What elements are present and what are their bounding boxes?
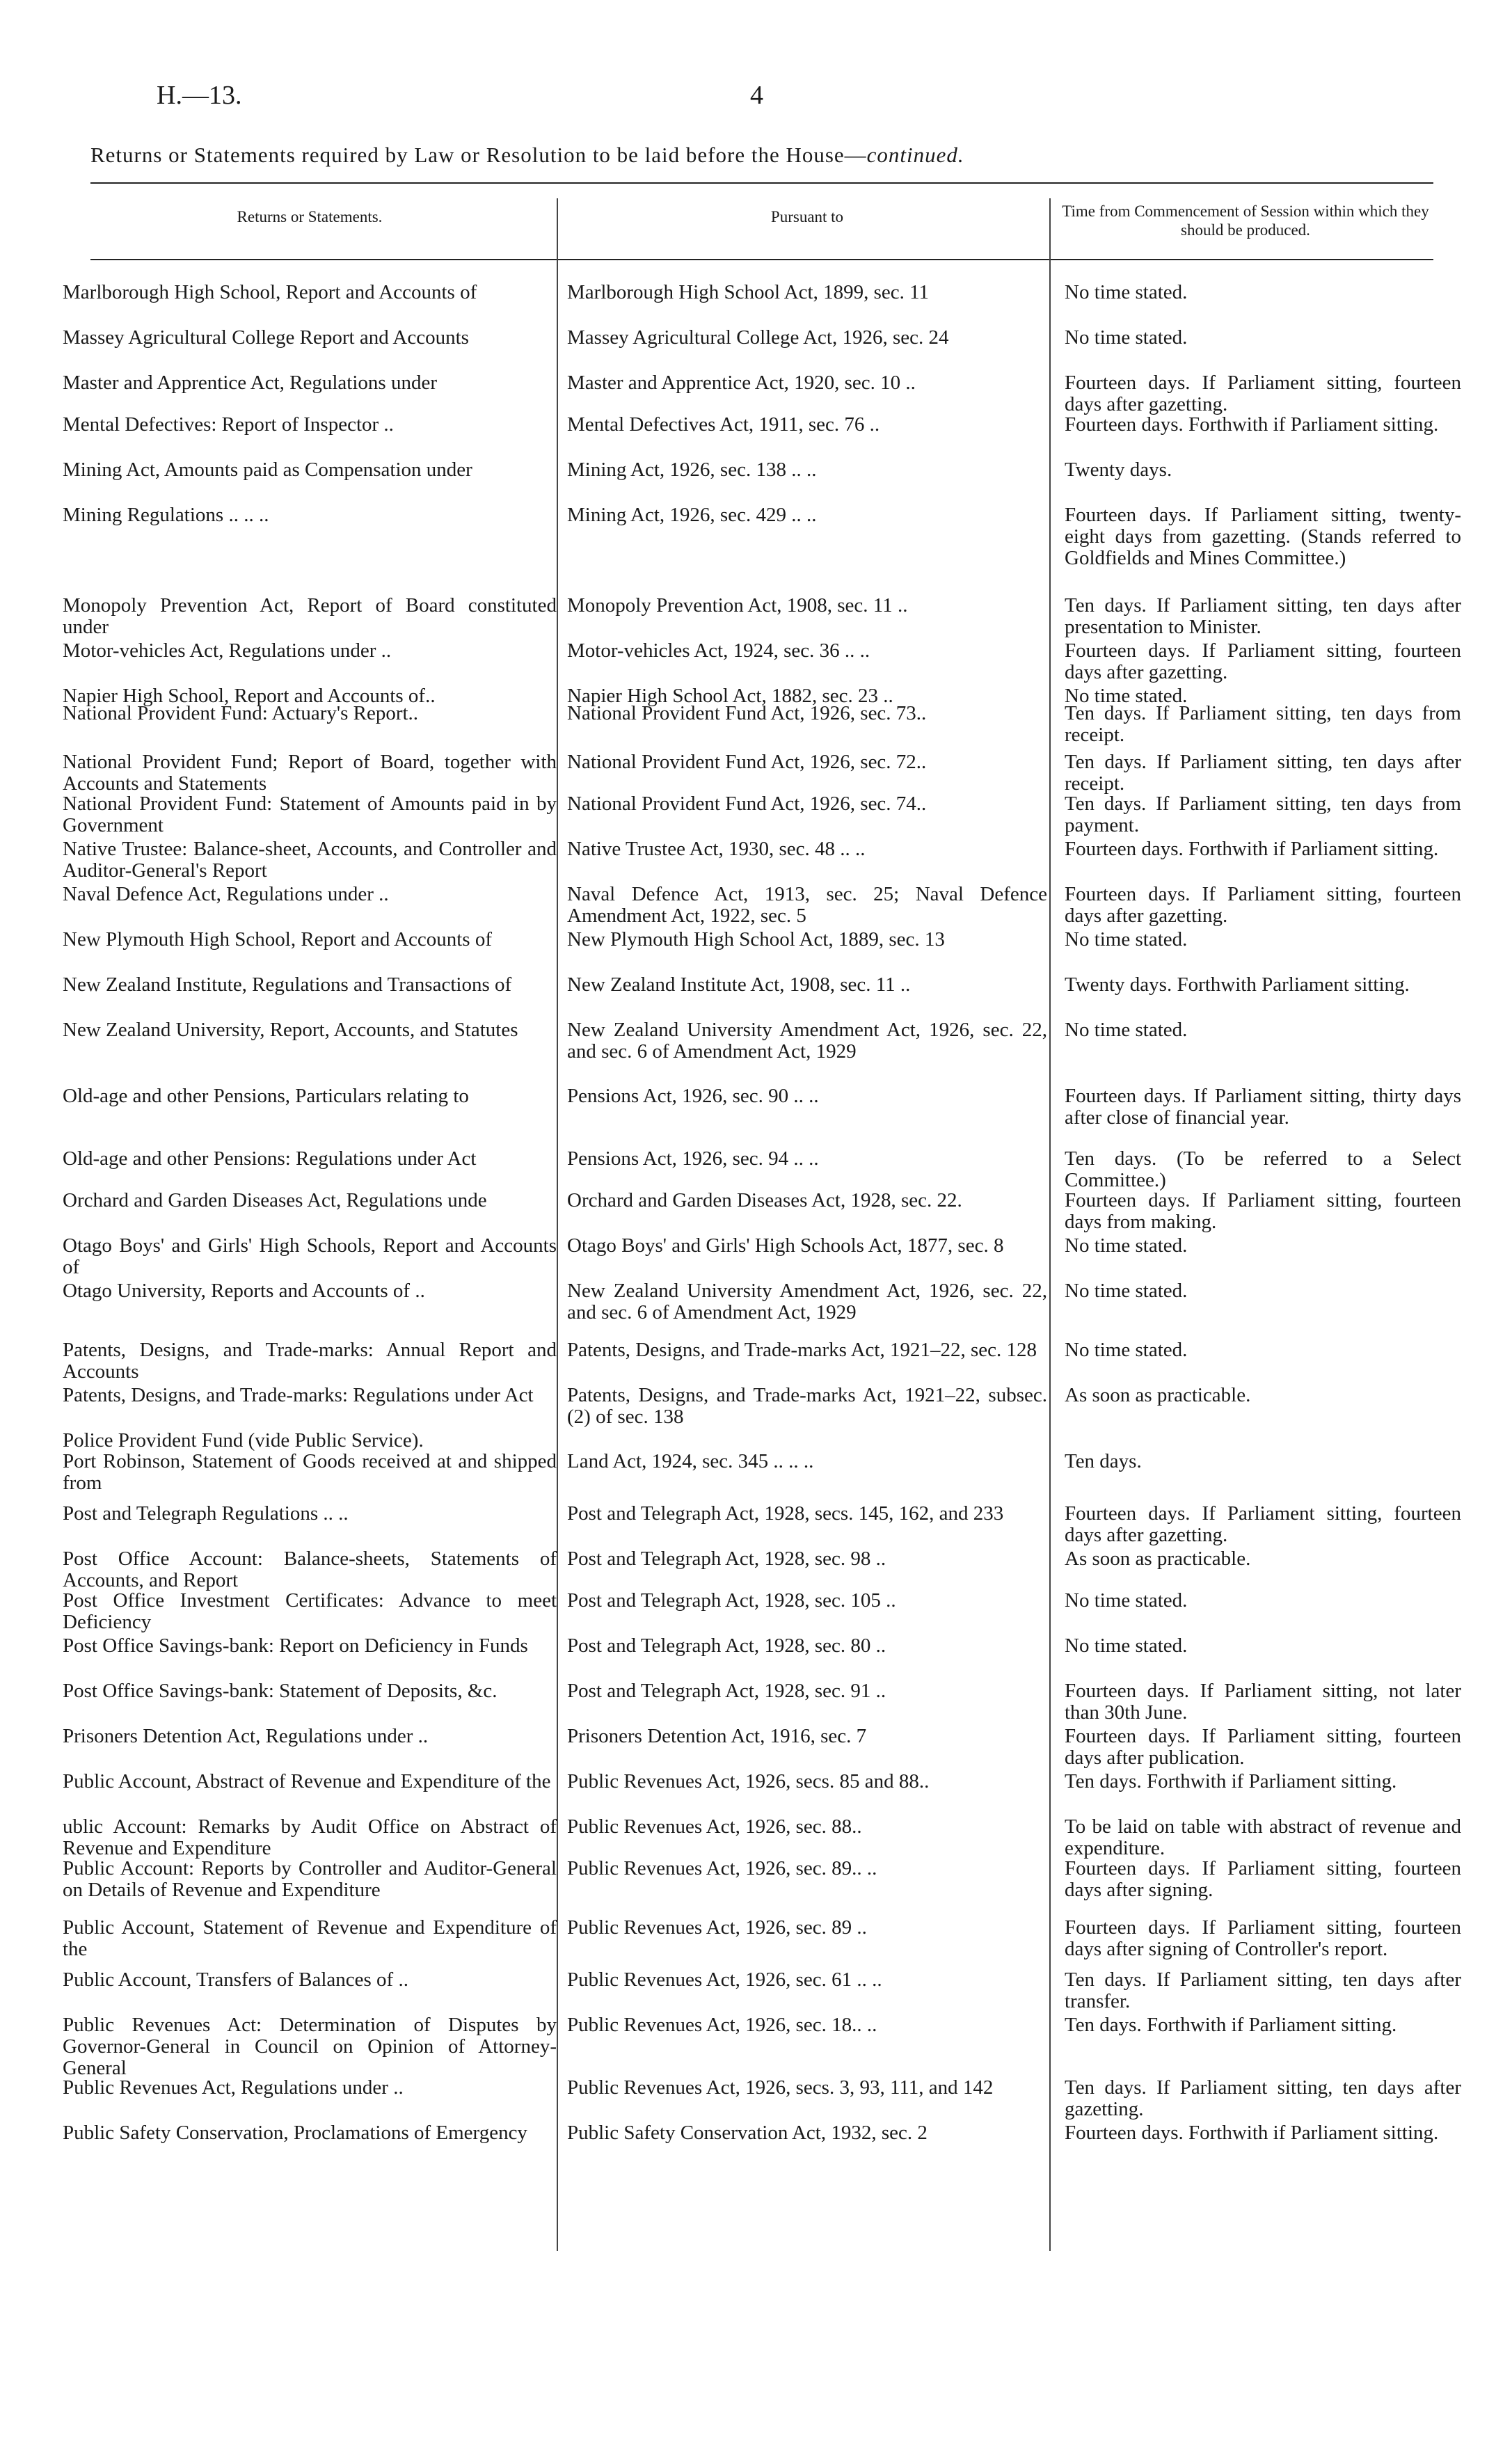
pursuant-cell: Public Revenues Act, 1926, secs. 85 and 88.. — [567, 1770, 930, 1792]
returns-cell: Public Account, Statement of Revenue and Expenditure of the — [63, 1916, 557, 1960]
time-cell: Fourteen days. If Parliament sitting, fourteen days after publication. — [1065, 1725, 1461, 1769]
returns-cell: Public Account, Abstract of Revenue and Expenditure of the — [63, 1770, 551, 1792]
time-cell: To be laid on table with abstract of revenue and expenditure. — [1065, 1815, 1461, 1859]
returns-cell: Mining Regulations .. .. .. — [63, 504, 269, 526]
time-cell: Ten days. If Parliament sitting, ten days after presentation to Minister. — [1065, 594, 1461, 638]
pursuant-cell: New Zealand University Amendment Act, 1926, sec. 22, and sec. 6 of Amendment Act, 1929 — [567, 1019, 1047, 1063]
returns-cell: Post and Telegraph Regulations .. .. — [63, 1502, 349, 1525]
time-cell: Ten days. — [1065, 1450, 1142, 1472]
pursuant-cell: Monopoly Prevention Act, 1908, sec. 11 .. — [567, 594, 908, 617]
time-cell: Twenty days. — [1065, 459, 1172, 481]
returns-cell: Public Revenues Act, Regulations under .. — [63, 2076, 404, 2099]
returns-cell: Public Revenues Act: Determination of Disputes by Governor-General in Council on Opinion of Attorney-General — [63, 2014, 557, 2079]
returns-cell: Naval Defence Act, Regulations under .. — [63, 883, 389, 905]
pursuant-cell: Prisoners Detention Act, 1916, sec. 7 — [567, 1725, 867, 1747]
pursuant-cell: Mental Defectives Act, 1911, sec. 76 .. — [567, 413, 880, 436]
pursuant-cell: Pensions Act, 1926, sec. 90 .. .. — [567, 1085, 819, 1107]
returns-cell: Motor-vehicles Act, Regulations under .. — [63, 639, 392, 662]
pursuant-cell: Post and Telegraph Act, 1928, sec. 98 .. — [567, 1548, 886, 1570]
time-cell: No time stated. — [1065, 1589, 1188, 1612]
returns-cell: Marlborough High School, Report and Accounts of — [63, 281, 477, 303]
returns-cell: National Provident Fund: Actuary's Report.. — [63, 702, 419, 724]
pursuant-cell: Massey Agricultural College Act, 1926, sec. 24 — [567, 326, 949, 349]
time-cell: Fourteen days. Forthwith if Parliament sitting. — [1065, 2122, 1439, 2144]
time-cell: Ten days. Forthwith if Parliament sitting. — [1065, 2014, 1397, 2036]
time-cell: No time stated. — [1065, 1280, 1188, 1302]
time-cell: As soon as practicable. — [1065, 1384, 1251, 1406]
pursuant-cell: Public Revenues Act, 1926, sec. 89 .. — [567, 1916, 867, 1939]
returns-cell: Patents, Designs, and Trade-marks: Annual Report and Accounts — [63, 1339, 557, 1383]
time-cell: Fourteen days. If Parliament sitting, fourteen days after gazetting. — [1065, 372, 1461, 415]
time-cell: Ten days. If Parliament sitting, ten days after transfer. — [1065, 1969, 1461, 2012]
page-number: 4 — [750, 81, 763, 110]
pursuant-cell: Pensions Act, 1926, sec. 94 .. .. — [567, 1147, 819, 1170]
time-cell: Ten days. If Parliament sitting, ten days from payment. — [1065, 793, 1461, 836]
time-cell: No time stated. — [1065, 1019, 1188, 1041]
page-title — [90, 143, 1426, 168]
returns-cell: National Provident Fund: Statement of Amounts paid in by Government — [63, 793, 557, 836]
time-cell: No time stated. — [1065, 1635, 1188, 1657]
pursuant-cell: Motor-vehicles Act, 1924, sec. 36 .. .. — [567, 639, 870, 662]
header-rule-bottom — [90, 259, 1433, 260]
time-cell: Fourteen days. Forthwith if Parliament sitting. — [1065, 838, 1439, 860]
time-cell: Ten days. If Parliament sitting, ten days after gazetting. — [1065, 2076, 1461, 2120]
time-cell: Fourteen days. If Parliament sitting, fourteen days after gazetting. — [1065, 883, 1461, 927]
returns-cell: ublic Account: Remarks by Audit Office on Abstract of Revenue and Expenditure — [63, 1815, 557, 1859]
pursuant-cell: Napier High School Act, 1882, sec. 23 .. — [567, 685, 893, 707]
column-header-returns: Returns or Statements. — [237, 208, 383, 225]
pursuant-cell: National Provident Fund Act, 1926, sec. 73.. — [567, 702, 927, 724]
time-cell: Fourteen days. If Parliament sitting, thirty days after close of financial year. — [1065, 1085, 1461, 1129]
returns-cell: Public Account: Reports by Controller and Auditor-General on Details of Revenue and Expenditure — [63, 1857, 557, 1901]
returns-cell: Police Provident Fund (vide Public Service). — [63, 1429, 424, 1452]
returns-cell: Monopoly Prevention Act, Report of Board constituted under — [63, 594, 557, 638]
returns-cell: New Plymouth High School, Report and Accounts of — [63, 928, 493, 951]
pursuant-cell: National Provident Fund Act, 1926, sec. 72.. — [567, 751, 927, 773]
returns-cell: Public Account, Transfers of Balances of .. — [63, 1969, 408, 1991]
pursuant-cell: Mining Act, 1926, sec. 138 .. .. — [567, 459, 817, 481]
pursuant-cell: Marlborough High School Act, 1899, sec. 11 — [567, 281, 930, 303]
pursuant-cell: Post and Telegraph Act, 1928, sec. 80 .. — [567, 1635, 886, 1657]
time-cell: No time stated. — [1065, 326, 1188, 349]
returns-cell: Post Office Savings-bank: Report on Deficiency in Funds — [63, 1635, 528, 1657]
returns-cell: Public Safety Conservation, Proclamations of Emergency — [63, 2122, 527, 2144]
time-cell: No time stated. — [1065, 928, 1188, 951]
returns-cell: National Provident Fund; Report of Board, together with Accounts and Statements — [63, 751, 557, 795]
time-cell: No time stated. — [1065, 1234, 1188, 1257]
pursuant-cell: Public Revenues Act, 1926, secs. 3, 93, 111, and 142 — [567, 2076, 994, 2099]
pursuant-cell: Orchard and Garden Diseases Act, 1928, sec. 22. — [567, 1189, 962, 1211]
pursuant-cell: Native Trustee Act, 1930, sec. 48 .. .. — [567, 838, 866, 860]
time-cell: As soon as practicable. — [1065, 1548, 1251, 1570]
returns-cell: New Zealand University, Report, Accounts, and Statutes — [63, 1019, 518, 1041]
time-cell: No time stated. — [1065, 685, 1188, 707]
time-cell: Fourteen days. If Parliament sitting, fourteen days after gazetting. — [1065, 1502, 1461, 1546]
pursuant-cell: New Plymouth High School Act, 1889, sec. 13 — [567, 928, 945, 951]
returns-cell: Native Trustee: Balance-sheet, Accounts, and Controller and Auditor-General's Report — [63, 838, 557, 882]
returns-cell: Port Robinson, Statement of Goods received at and shipped from — [63, 1450, 557, 1494]
pursuant-cell: Post and Telegraph Act, 1928, sec. 91 .. — [567, 1680, 886, 1702]
column-header-time: Time from Commencement of Session within which they should be produced. — [1062, 202, 1429, 239]
returns-cell: Old-age and other Pensions, Particulars relating to — [63, 1085, 469, 1107]
returns-cell: Otago Boys' and Girls' High Schools, Report and Accounts of — [63, 1234, 557, 1278]
time-cell: Ten days. Forthwith if Parliament sitting. — [1065, 1770, 1397, 1792]
returns-cell: Patents, Designs, and Trade-marks: Regulations under Act — [63, 1384, 534, 1406]
pursuant-cell: Post and Telegraph Act, 1928, sec. 105 .. — [567, 1589, 896, 1612]
time-cell: Fourteen days. If Parliament sitting, twenty-eight days from gazetting. (Stands referred to Goldfields and Mines Committee.) — [1065, 504, 1461, 569]
page-title-continued: continued. — [866, 143, 964, 167]
pursuant-cell: New Zealand University Amendment Act, 1926, sec. 22, and sec. 6 of Amendment Act, 1929 — [567, 1280, 1047, 1323]
time-cell: Fourteen days. If Parliament sitting, fourteen days after signing of Controller's report. — [1065, 1916, 1461, 1960]
returns-cell: Old-age and other Pensions: Regulations under Act — [63, 1147, 477, 1170]
pursuant-cell: Naval Defence Act, 1913, sec. 25; Naval Defence Amendment Act, 1922, sec. 5 — [567, 883, 1047, 927]
time-cell: Ten days. (To be referred to a Select Committee.) — [1065, 1147, 1461, 1191]
time-cell: Fourteen days. If Parliament sitting, not later than 30th June. — [1065, 1680, 1461, 1724]
pursuant-cell: Otago Boys' and Girls' High Schools Act, 1877, sec. 8 — [567, 1234, 1004, 1257]
time-cell: Ten days. If Parliament sitting, ten days after receipt. — [1065, 751, 1461, 795]
column-divider-1 — [557, 198, 558, 2251]
column-header-pursuant: Pursuant to — [770, 208, 844, 225]
pursuant-cell: New Zealand Institute Act, 1908, sec. 11 .. — [567, 973, 911, 996]
returns-cell: Prisoners Detention Act, Regulations under .. — [63, 1725, 429, 1747]
returns-cell: Otago University, Reports and Accounts of .. — [63, 1280, 425, 1302]
returns-cell: New Zealand Institute, Regulations and Transactions of — [63, 973, 512, 996]
pursuant-cell: Public Revenues Act, 1926, sec. 89.. .. — [567, 1857, 877, 1879]
title-rule — [90, 182, 1433, 184]
time-cell: Fourteen days. If Parliament sitting, fourteen days after gazetting. — [1065, 639, 1461, 683]
time-cell: Fourteen days. Forthwith if Parliament sitting. — [1065, 413, 1439, 436]
pursuant-cell: Land Act, 1924, sec. 345 .. .. .. — [567, 1450, 814, 1472]
returns-cell: Post Office Account: Balance-sheets, Statements of Accounts, and Report — [63, 1548, 557, 1591]
returns-cell: Post Office Savings-bank: Statement of Deposits, &c. — [63, 1680, 498, 1702]
pursuant-cell: Mining Act, 1926, sec. 429 .. .. — [567, 504, 817, 526]
column-divider-2 — [1049, 198, 1051, 2251]
pursuant-cell: Patents, Designs, and Trade-marks Act, 1921–22, sec. 128 — [567, 1339, 1037, 1361]
pursuant-cell: Public Revenues Act, 1926, sec. 18.. .. — [567, 2014, 877, 2036]
returns-cell: Massey Agricultural College Report and Accounts — [63, 326, 469, 349]
time-cell: No time stated. — [1065, 281, 1188, 303]
returns-cell: Mining Act, Amounts paid as Compensation under — [63, 459, 472, 481]
pursuant-cell: Public Safety Conservation Act, 1932, sec. 2 — [567, 2122, 928, 2144]
returns-cell: Mental Defectives: Report of Inspector .. — [63, 413, 394, 436]
returns-cell: Post Office Investment Certificates: Advance to meet Deficiency — [63, 1589, 557, 1633]
page-title-text: Returns or Statements required by Law or Resolution to be laid before the House— — [90, 143, 867, 167]
time-cell: Fourteen days. If Parliament sitting, fourteen days after signing. — [1065, 1857, 1461, 1901]
time-cell: Fourteen days. If Parliament sitting, fourteen days from making. — [1065, 1189, 1461, 1233]
pursuant-cell: Post and Telegraph Act, 1928, secs. 145, 162, and 233 — [567, 1502, 1004, 1525]
pursuant-cell: Patents, Designs, and Trade-marks Act, 1921–22, subsec. (2) of sec. 138 — [567, 1384, 1047, 1428]
pursuant-cell: Public Revenues Act, 1926, sec. 88.. — [567, 1815, 862, 1838]
returns-cell: Napier High School, Report and Accounts of.. — [63, 685, 436, 707]
time-cell: No time stated. — [1065, 1339, 1188, 1361]
pursuant-cell: Master and Apprentice Act, 1920, sec. 10 .. — [567, 372, 916, 394]
returns-cell: Master and Apprentice Act, Regulations under — [63, 372, 437, 394]
time-cell: Ten days. If Parliament sitting, ten days from receipt. — [1065, 702, 1461, 746]
document-reference: H.—13. — [157, 81, 242, 110]
pursuant-cell: Public Revenues Act, 1926, sec. 61 .. .. — [567, 1969, 882, 1991]
time-cell: Twenty days. Forthwith Parliament sitting. — [1065, 973, 1410, 996]
returns-cell: Orchard and Garden Diseases Act, Regulations unde — [63, 1189, 487, 1211]
pursuant-cell: National Provident Fund Act, 1926, sec. 74.. — [567, 793, 927, 815]
